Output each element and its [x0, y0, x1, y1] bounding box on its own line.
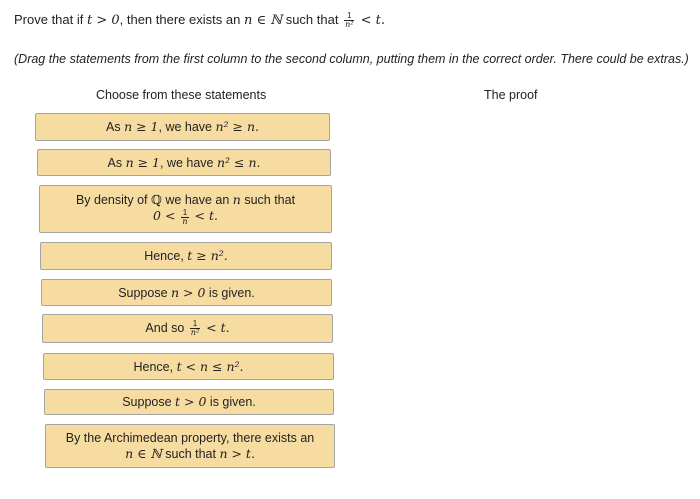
statement-card[interactable] [39, 185, 332, 233]
statement-text [133, 359, 243, 375]
statement-math: < t. [202, 319, 230, 335]
statement-math: t < n ≤ n². [176, 358, 244, 374]
statement-math: t > 0 [175, 394, 207, 409]
statement-text [145, 320, 229, 337]
statement-text-part: , we have [158, 120, 216, 134]
statement-text [106, 119, 259, 135]
statement-card[interactable] [45, 424, 335, 468]
statement-fraction [190, 320, 200, 337]
statement-math: n² ≤ n. [216, 154, 261, 170]
statement-math: n ≥ 1 [125, 154, 160, 170]
statement-card[interactable] [35, 113, 330, 141]
statement-text-part: is given. [206, 395, 256, 409]
statement-math: n > 0 [171, 284, 206, 300]
statement-text-part: Hence, [144, 249, 188, 263]
statement-math: < t. [190, 208, 218, 224]
statement-text-part: is given. [205, 285, 255, 300]
statement-text-part: As [106, 120, 125, 134]
statement-text [108, 155, 261, 171]
statement-text-part: Suppose [122, 395, 176, 409]
statements-column-header: Choose from these statements [96, 88, 267, 102]
statement-card[interactable] [41, 279, 332, 306]
statement-math: n [232, 192, 241, 208]
statement-math: t ≥ n². [187, 248, 228, 263]
question-prefix: Prove that if [14, 12, 87, 27]
statement-card[interactable] [42, 314, 333, 343]
statement-math: 0 < [153, 208, 180, 224]
question-middle: , then there exists an [119, 12, 244, 27]
statement-text [144, 248, 228, 264]
statement-text [122, 394, 256, 410]
question-suffix: < t. [356, 13, 385, 28]
statement-math: n ∈ ℕ [125, 446, 162, 461]
statement-math: ℚ [151, 192, 162, 208]
statement-math: n > t. [219, 446, 255, 461]
statement-text-part: we have an [161, 193, 233, 208]
statement-card[interactable] [37, 149, 331, 176]
fraction-numerator: 1 [190, 320, 200, 329]
statement-math: n² ≥ n. [215, 119, 259, 134]
statement-card[interactable] [43, 353, 334, 380]
question-text [14, 12, 385, 29]
fraction-numerator: 1 [182, 207, 188, 217]
proof-column-header: The proof [484, 88, 538, 102]
statement-card[interactable] [40, 242, 332, 270]
statement-text-part: Suppose [118, 285, 172, 300]
statement-text-part: such that [240, 193, 296, 208]
proof-drop-zone[interactable] [380, 108, 680, 478]
statement-text-line2 [125, 446, 255, 462]
statement-text-part: Hence, [133, 359, 177, 374]
instructions-text: (Drag the statements from the first column to the second column, putting them in the correct order. There could be extras.) [14, 52, 689, 66]
question-condition: t > 0 [86, 13, 120, 28]
statement-text [118, 285, 255, 301]
statement-text-line1: By the Archimedean property, there exists an [65, 431, 315, 445]
statement-text-part: , we have [160, 155, 217, 170]
question-fraction-denominator: n² [345, 20, 354, 30]
statement-math: n ≥ 1 [124, 119, 159, 134]
statement-text-part: And so [145, 320, 188, 335]
statement-text-part: By density of [75, 193, 151, 208]
statement-fraction [181, 209, 188, 226]
question-exists: n ∈ ℕ [243, 13, 283, 28]
statement-text-part: As [107, 155, 126, 170]
fraction-denominator: n [182, 216, 188, 226]
statement-text-line2 [153, 208, 218, 225]
question-mid2: such that [282, 12, 343, 27]
question-fraction-numerator: 1 [344, 12, 354, 21]
statement-card[interactable] [44, 389, 334, 415]
question-fraction [344, 12, 354, 29]
statement-text-part: such that [161, 447, 220, 461]
statement-text-line1 [76, 192, 295, 208]
fraction-denominator: n² [190, 328, 200, 338]
